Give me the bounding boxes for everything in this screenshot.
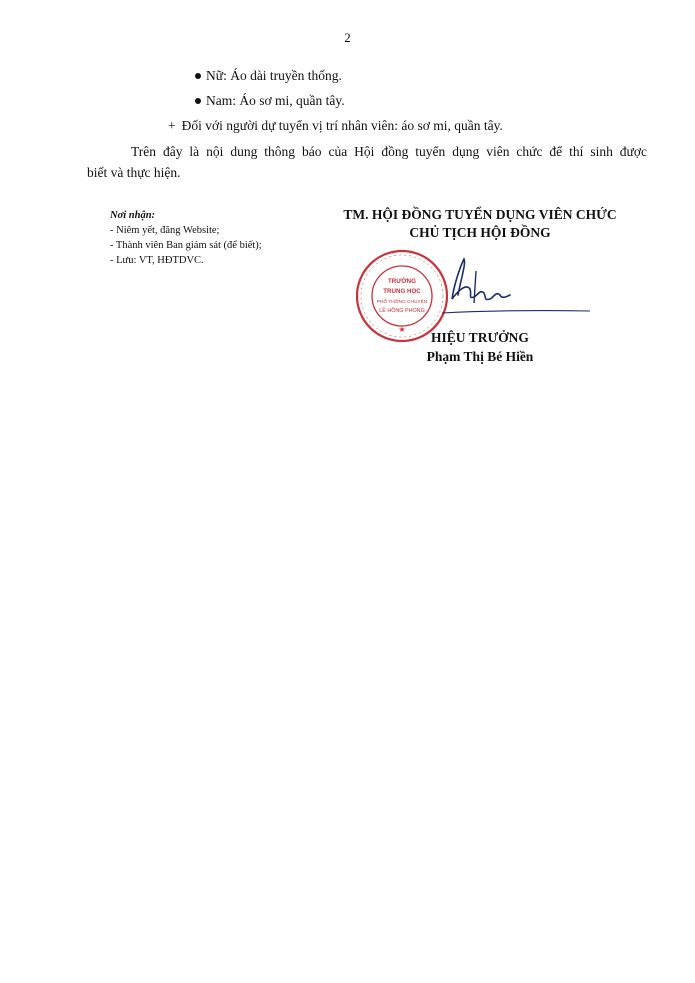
closing-paragraph — [87, 141, 647, 183]
chair-title: CHỦ TỊCH HỘI ĐỒNG — [409, 225, 551, 240]
svg-text:TRUNG HỌC: TRUNG HỌC — [383, 288, 421, 295]
page-number: 2 — [344, 30, 351, 45]
plus-item-text: Đối với người dự tuyển vị trí nhân viên: áo sơ mi, quần tây. — [181, 118, 503, 133]
bullet-text: Nữ: Áo dài truyền thống. — [206, 68, 342, 83]
bullet-text: Nam: Áo sơ mi, quần tây. — [206, 93, 345, 108]
bullet-item-female — [195, 68, 342, 84]
svg-text:LÊ HỒNG PHONG: LÊ HỒNG PHONG — [379, 308, 425, 314]
bullet-dot-icon — [195, 98, 201, 104]
recipient-item: - Thành viên Ban giám sát (để biết); — [110, 240, 262, 251]
recipients-heading: Nơi nhận: — [110, 210, 156, 221]
recipient-item: - Lưu: VT, HĐTDVC. — [110, 255, 204, 266]
recipients-block — [110, 208, 262, 268]
recipient-item: - Niêm yết, đăng Website; — [110, 225, 220, 236]
plus-icon: + — [168, 118, 176, 133]
plus-item — [168, 118, 503, 134]
signer-name: Phạm Thị Bé Hiền — [426, 349, 534, 364]
closing-line-1: Trên đây là nội dung thông báo của Hội đồng tuyển dụng viên chức để thí sinh được — [131, 144, 647, 159]
closing-line-2: biết và thực hiện. — [87, 165, 181, 180]
principal-title: HIỆU TRƯỞNG — [431, 330, 529, 345]
bullet-dot-icon — [195, 73, 201, 79]
svg-text:★: ★ — [398, 325, 406, 334]
bullet-item-male — [195, 93, 345, 109]
svg-text:TRƯỜNG: TRƯỜNG — [388, 278, 416, 285]
council-title: TM. HỘI ĐỒNG TUYỂN DỤNG VIÊN CHỨC — [343, 207, 617, 222]
handwritten-signature-icon — [440, 255, 600, 325]
svg-text:PHỔ THÔNG CHUYÊN: PHỔ THÔNG CHUYÊN — [376, 300, 428, 305]
